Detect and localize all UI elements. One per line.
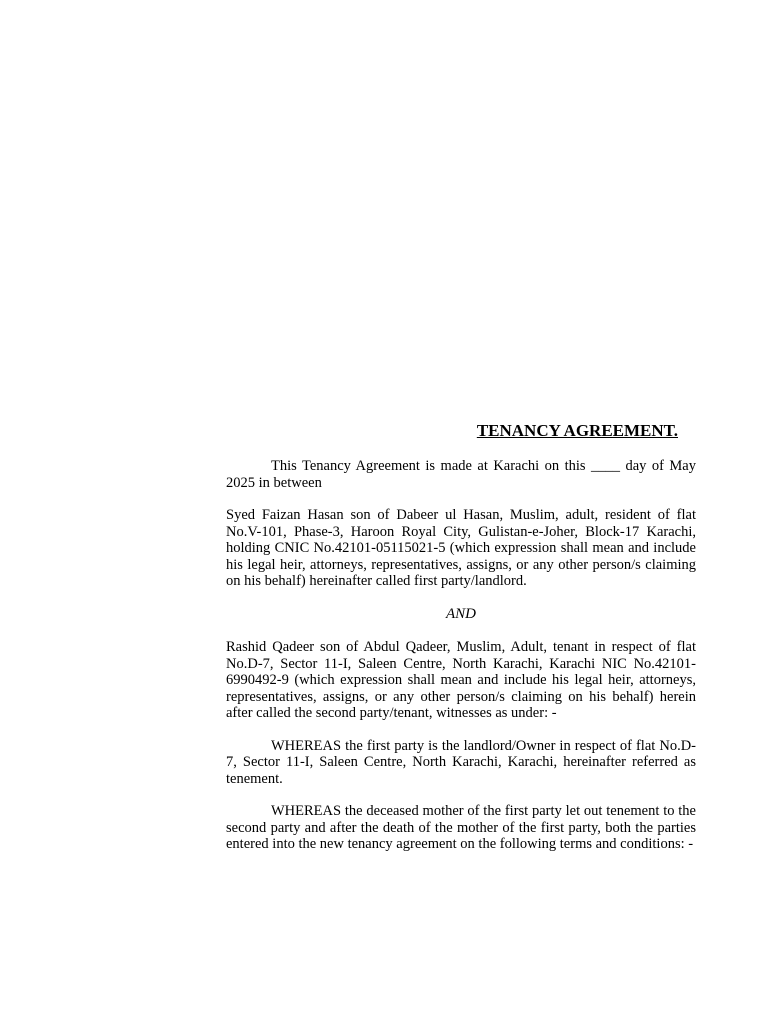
whereas-paragraph-1: WHEREAS the first party is the landlord/Owner in respect of flat No.D-7, Sector 11-I, Saleen Centre, North Karachi, Karachi, hereinafter referred as tenement.	[226, 737, 696, 787]
whereas-paragraph-2: WHEREAS the deceased mother of the first party let out tenement to the second party and after the death of the mother of the first party, both the parties entered into the new tenancy agreement on the following terms and conditions: -	[226, 803, 696, 852]
and-separator: AND	[446, 605, 476, 622]
document-title: TENANCY AGREEMENT.	[476, 421, 678, 440]
intro-paragraph: This Tenancy Agreement is made at Karachi on this ____ day of May 2025 in between	[226, 458, 696, 491]
first-party-paragraph: Syed Faizan Hasan son of Dabeer ul Hasan, Muslim, adult, resident of flat No.V-101, Phase-3, Haroon Royal City, Gulistan-e-Joher, Block-17 Karachi, holding CNIC No.42101-05115021-5 (which expression shall mean and include his legal heir, attorneys, representatives, assigns, or any other person/s claiming on his behalf) hereinafter called first party/landlord.	[226, 507, 696, 589]
second-party-paragraph: Rashid Qadeer son of Abdul Qadeer, Muslim, Adult, tenant in respect of flat No.D-7, Sector 11-I, Saleen Centre, North Karachi, Karachi NIC No.42101-6990492-9 (which expression shall mean and include his legal heir, attorneys, representatives, assigns, or any other person/s claiming on his behalf) herein after called the second party/tenant, witnesses as under: -	[226, 639, 696, 721]
document-body	[226, 421, 696, 869]
